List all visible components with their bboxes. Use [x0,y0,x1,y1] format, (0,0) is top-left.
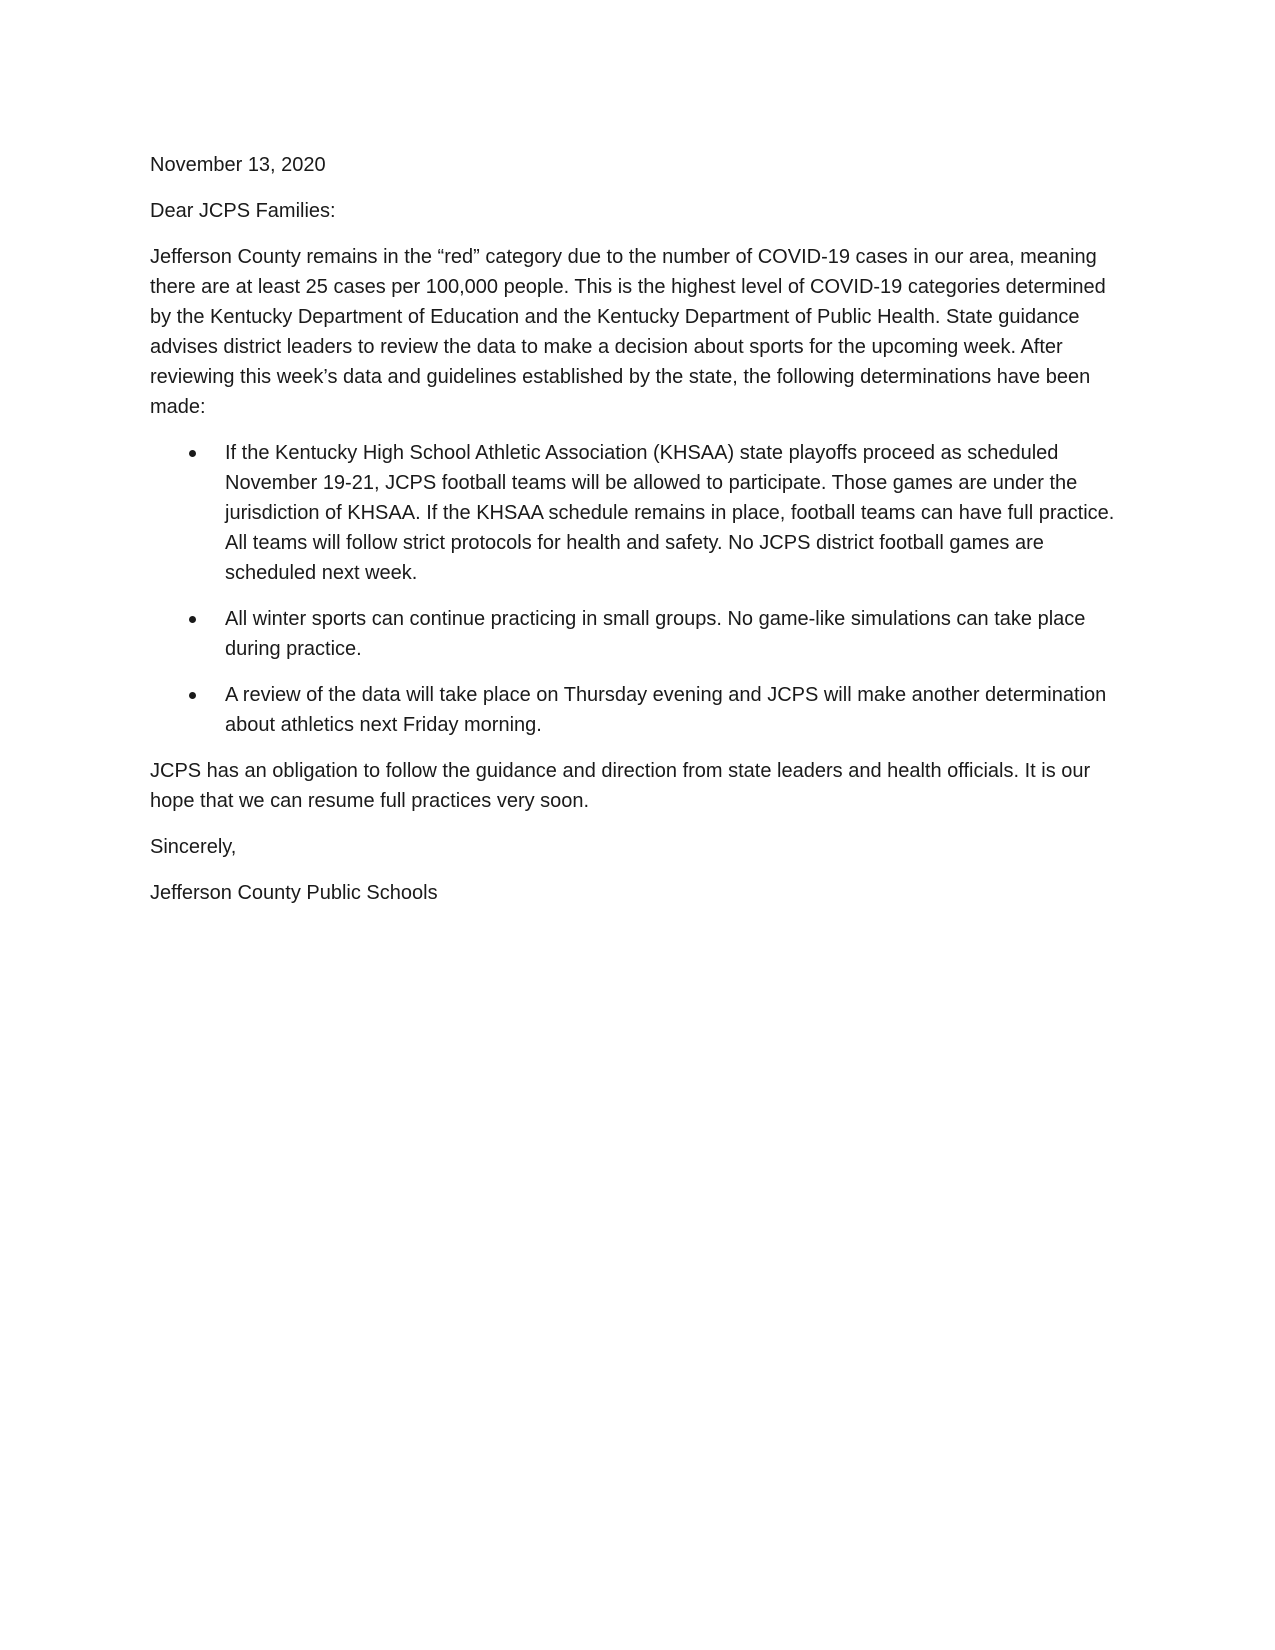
valediction: Sincerely, [150,836,237,858]
list-item-text: All winter sports can continue practicing in small groups. No game-like simulations can take place during practice. [225,608,1086,660]
determinations-list [150,438,1125,740]
letter-body [150,150,1125,924]
bullet-icon [189,692,196,699]
signature: Jefferson County Public Schools [150,882,438,904]
list-item [150,604,1125,664]
bullet-icon [189,450,196,457]
list-item [150,438,1125,588]
list-item-text: If the Kentucky High School Athletic Association (KHSAA) state playoffs proceed as scheduled November 19-21, JCPS football teams will be allowed to participate. Those games are under the jurisdiction of KHSAA. If the KHSAA schedule remains in place, football teams can have full practice. All teams will follow strict protocols for health and safety. No JCPS district football games are scheduled next week. [225,442,1115,584]
salutation: Dear JCPS Families: [150,200,336,222]
intro-paragraph: Jefferson County remains in the “red” category due to the number of COVID-19 cases in our area, meaning there are at least 25 cases per 100,000 people. This is the highest level of COVID-19 categories determined by the Kentucky Department of Education and the Kentucky Department of Public Health. State guidance advises district leaders to review the data to make a decision about sports for the upcoming week. After reviewing this week’s data and guidelines established by the state, the following determinations have been made: [150,246,1106,418]
list-item-text: A review of the data will take place on Thursday evening and JCPS will make another determination about athletics next Friday morning. [225,684,1107,736]
list-item [150,680,1125,740]
letter-date: November 13, 2020 [150,154,326,176]
bullet-icon [189,616,196,623]
closing-paragraph: JCPS has an obligation to follow the guidance and direction from state leaders and health officials. It is our hope that we can resume full practices very soon. [150,760,1091,812]
